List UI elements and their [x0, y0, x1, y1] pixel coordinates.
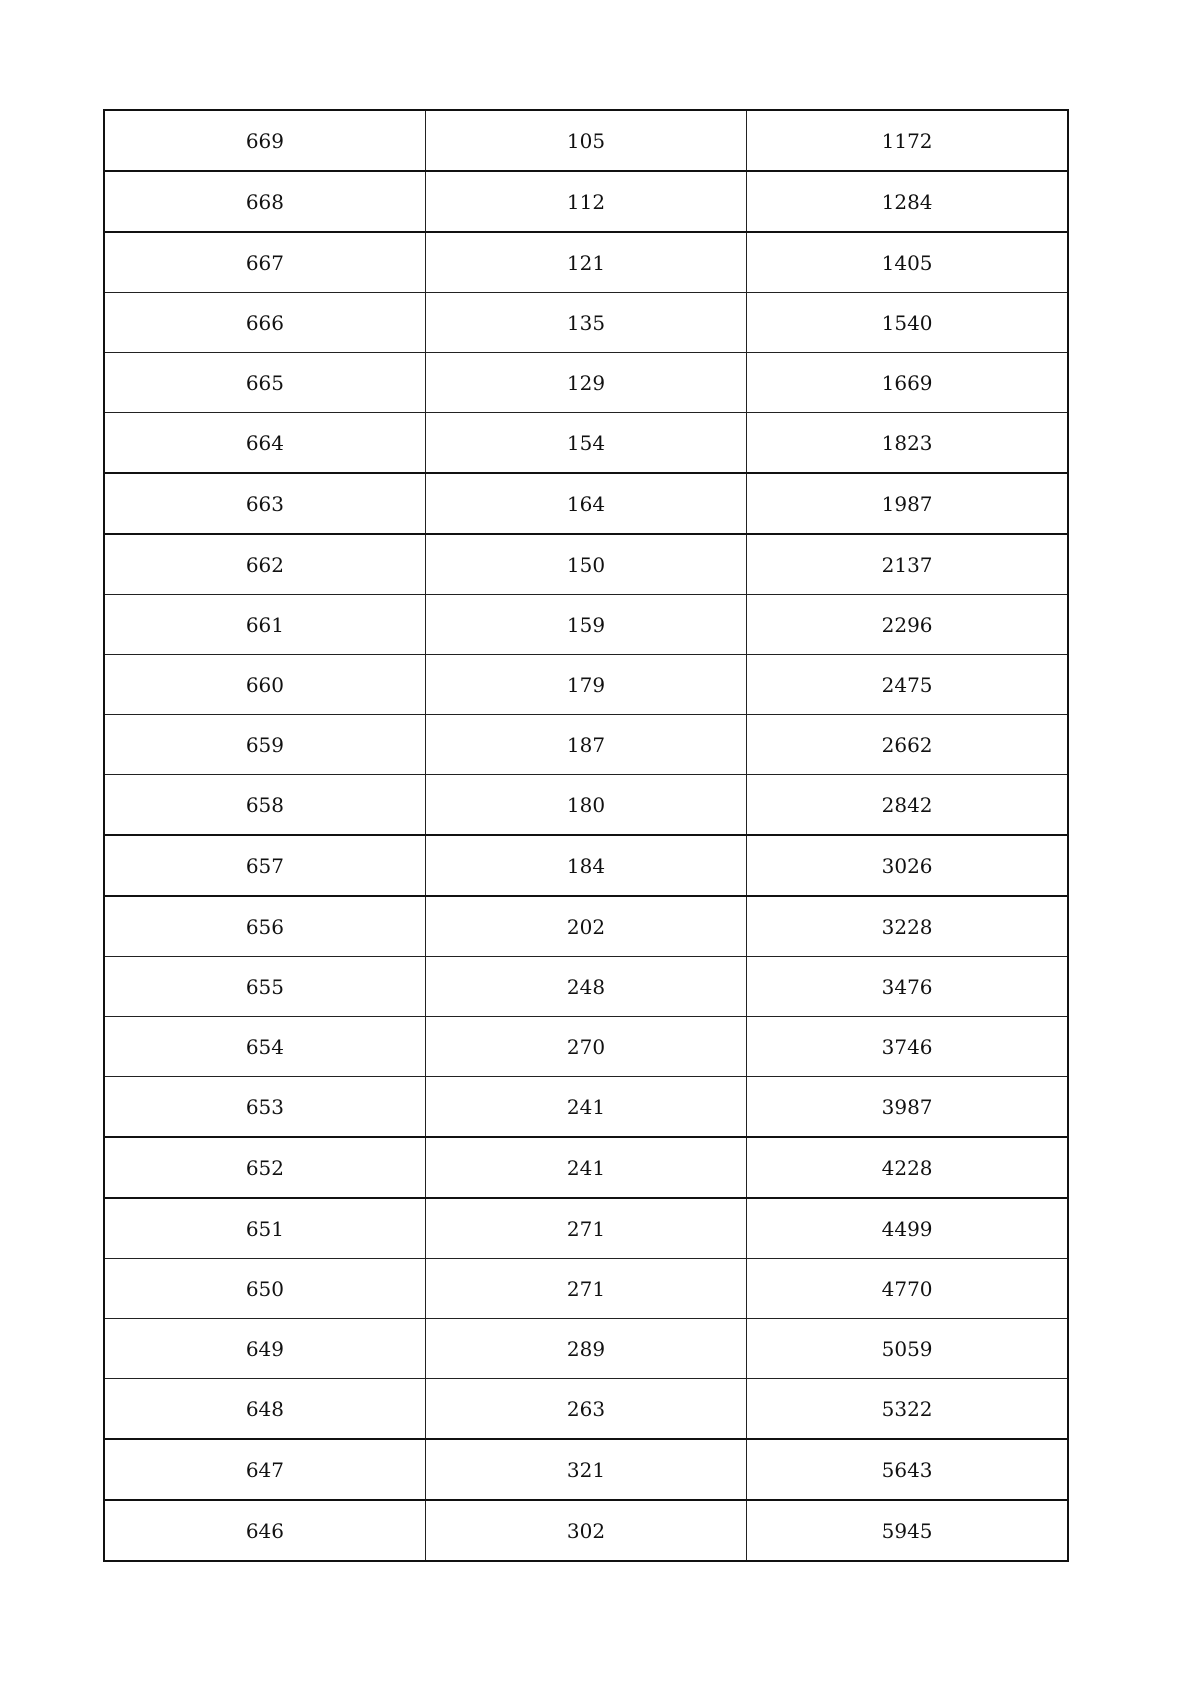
table-cell: 2137	[747, 534, 1068, 595]
table-row	[104, 1379, 1068, 1440]
table-cell: 112	[425, 171, 746, 232]
table-row	[104, 896, 1068, 957]
table-cell: 4499	[747, 1198, 1068, 1259]
table-row	[104, 293, 1068, 353]
table-cell: 3476	[747, 957, 1068, 1017]
table-body	[104, 110, 1068, 1561]
table-row	[104, 655, 1068, 715]
table-cell: 248	[425, 957, 746, 1017]
table-row	[104, 957, 1068, 1017]
table-cell: 4770	[747, 1259, 1068, 1319]
table-cell: 664	[104, 413, 425, 474]
table-cell: 668	[104, 171, 425, 232]
table-cell: 4228	[747, 1137, 1068, 1198]
table-row	[104, 1500, 1068, 1561]
table-cell: 263	[425, 1379, 746, 1440]
table-cell: 5945	[747, 1500, 1068, 1561]
table-cell: 665	[104, 353, 425, 413]
table-cell: 657	[104, 835, 425, 896]
table-cell: 654	[104, 1017, 425, 1077]
table-cell: 649	[104, 1319, 425, 1379]
table-row	[104, 595, 1068, 655]
table-row	[104, 1319, 1068, 1379]
table-cell: 648	[104, 1379, 425, 1440]
table-cell: 202	[425, 896, 746, 957]
table-cell: 646	[104, 1500, 425, 1561]
table-cell: 2662	[747, 715, 1068, 775]
table-cell: 271	[425, 1198, 746, 1259]
table-row	[104, 413, 1068, 474]
table-cell: 5059	[747, 1319, 1068, 1379]
table-cell: 669	[104, 110, 425, 171]
table-cell: 164	[425, 473, 746, 534]
table-row	[104, 1439, 1068, 1500]
table-cell: 184	[425, 835, 746, 896]
table-cell: 2842	[747, 775, 1068, 836]
table-cell: 1823	[747, 413, 1068, 474]
table-cell: 180	[425, 775, 746, 836]
table-cell: 3987	[747, 1077, 1068, 1138]
table-cell: 3746	[747, 1017, 1068, 1077]
table-cell: 179	[425, 655, 746, 715]
table-cell: 321	[425, 1439, 746, 1500]
table-row	[104, 835, 1068, 896]
table-cell: 1540	[747, 293, 1068, 353]
table-cell: 661	[104, 595, 425, 655]
table-cell: 658	[104, 775, 425, 836]
table-cell: 1284	[747, 171, 1068, 232]
score-distribution-table	[103, 109, 1069, 1562]
table-cell: 271	[425, 1259, 746, 1319]
table-row	[104, 1259, 1068, 1319]
table-cell: 5643	[747, 1439, 1068, 1500]
table-cell: 1987	[747, 473, 1068, 534]
table-cell: 667	[104, 232, 425, 293]
table-row	[104, 1198, 1068, 1259]
table-cell: 159	[425, 595, 746, 655]
table-row	[104, 715, 1068, 775]
table-cell: 2296	[747, 595, 1068, 655]
table-cell: 129	[425, 353, 746, 413]
table-cell: 105	[425, 110, 746, 171]
table-cell: 1172	[747, 110, 1068, 171]
table-cell: 652	[104, 1137, 425, 1198]
table-cell: 241	[425, 1077, 746, 1138]
table-cell: 662	[104, 534, 425, 595]
table-cell: 187	[425, 715, 746, 775]
table-cell: 1669	[747, 353, 1068, 413]
table-row	[104, 232, 1068, 293]
table-row	[104, 1137, 1068, 1198]
table-cell: 270	[425, 1017, 746, 1077]
table-row	[104, 1077, 1068, 1138]
table-cell: 650	[104, 1259, 425, 1319]
table-cell: 150	[425, 534, 746, 595]
table-cell: 666	[104, 293, 425, 353]
table-cell: 121	[425, 232, 746, 293]
table-cell: 241	[425, 1137, 746, 1198]
table-cell: 2475	[747, 655, 1068, 715]
table-cell: 289	[425, 1319, 746, 1379]
table-row	[104, 775, 1068, 836]
table-cell: 655	[104, 957, 425, 1017]
table-cell: 135	[425, 293, 746, 353]
table-cell: 659	[104, 715, 425, 775]
table-row	[104, 473, 1068, 534]
table-cell: 651	[104, 1198, 425, 1259]
table-cell: 302	[425, 1500, 746, 1561]
table-cell: 3026	[747, 835, 1068, 896]
table-row	[104, 110, 1068, 171]
table-cell: 3228	[747, 896, 1068, 957]
table-cell: 1405	[747, 232, 1068, 293]
table-row	[104, 171, 1068, 232]
table-row	[104, 1017, 1068, 1077]
table-cell: 5322	[747, 1379, 1068, 1440]
table-cell: 653	[104, 1077, 425, 1138]
table-cell: 663	[104, 473, 425, 534]
table-cell: 154	[425, 413, 746, 474]
table-row	[104, 353, 1068, 413]
table-cell: 656	[104, 896, 425, 957]
table-row	[104, 534, 1068, 595]
table-cell: 647	[104, 1439, 425, 1500]
table-cell: 660	[104, 655, 425, 715]
